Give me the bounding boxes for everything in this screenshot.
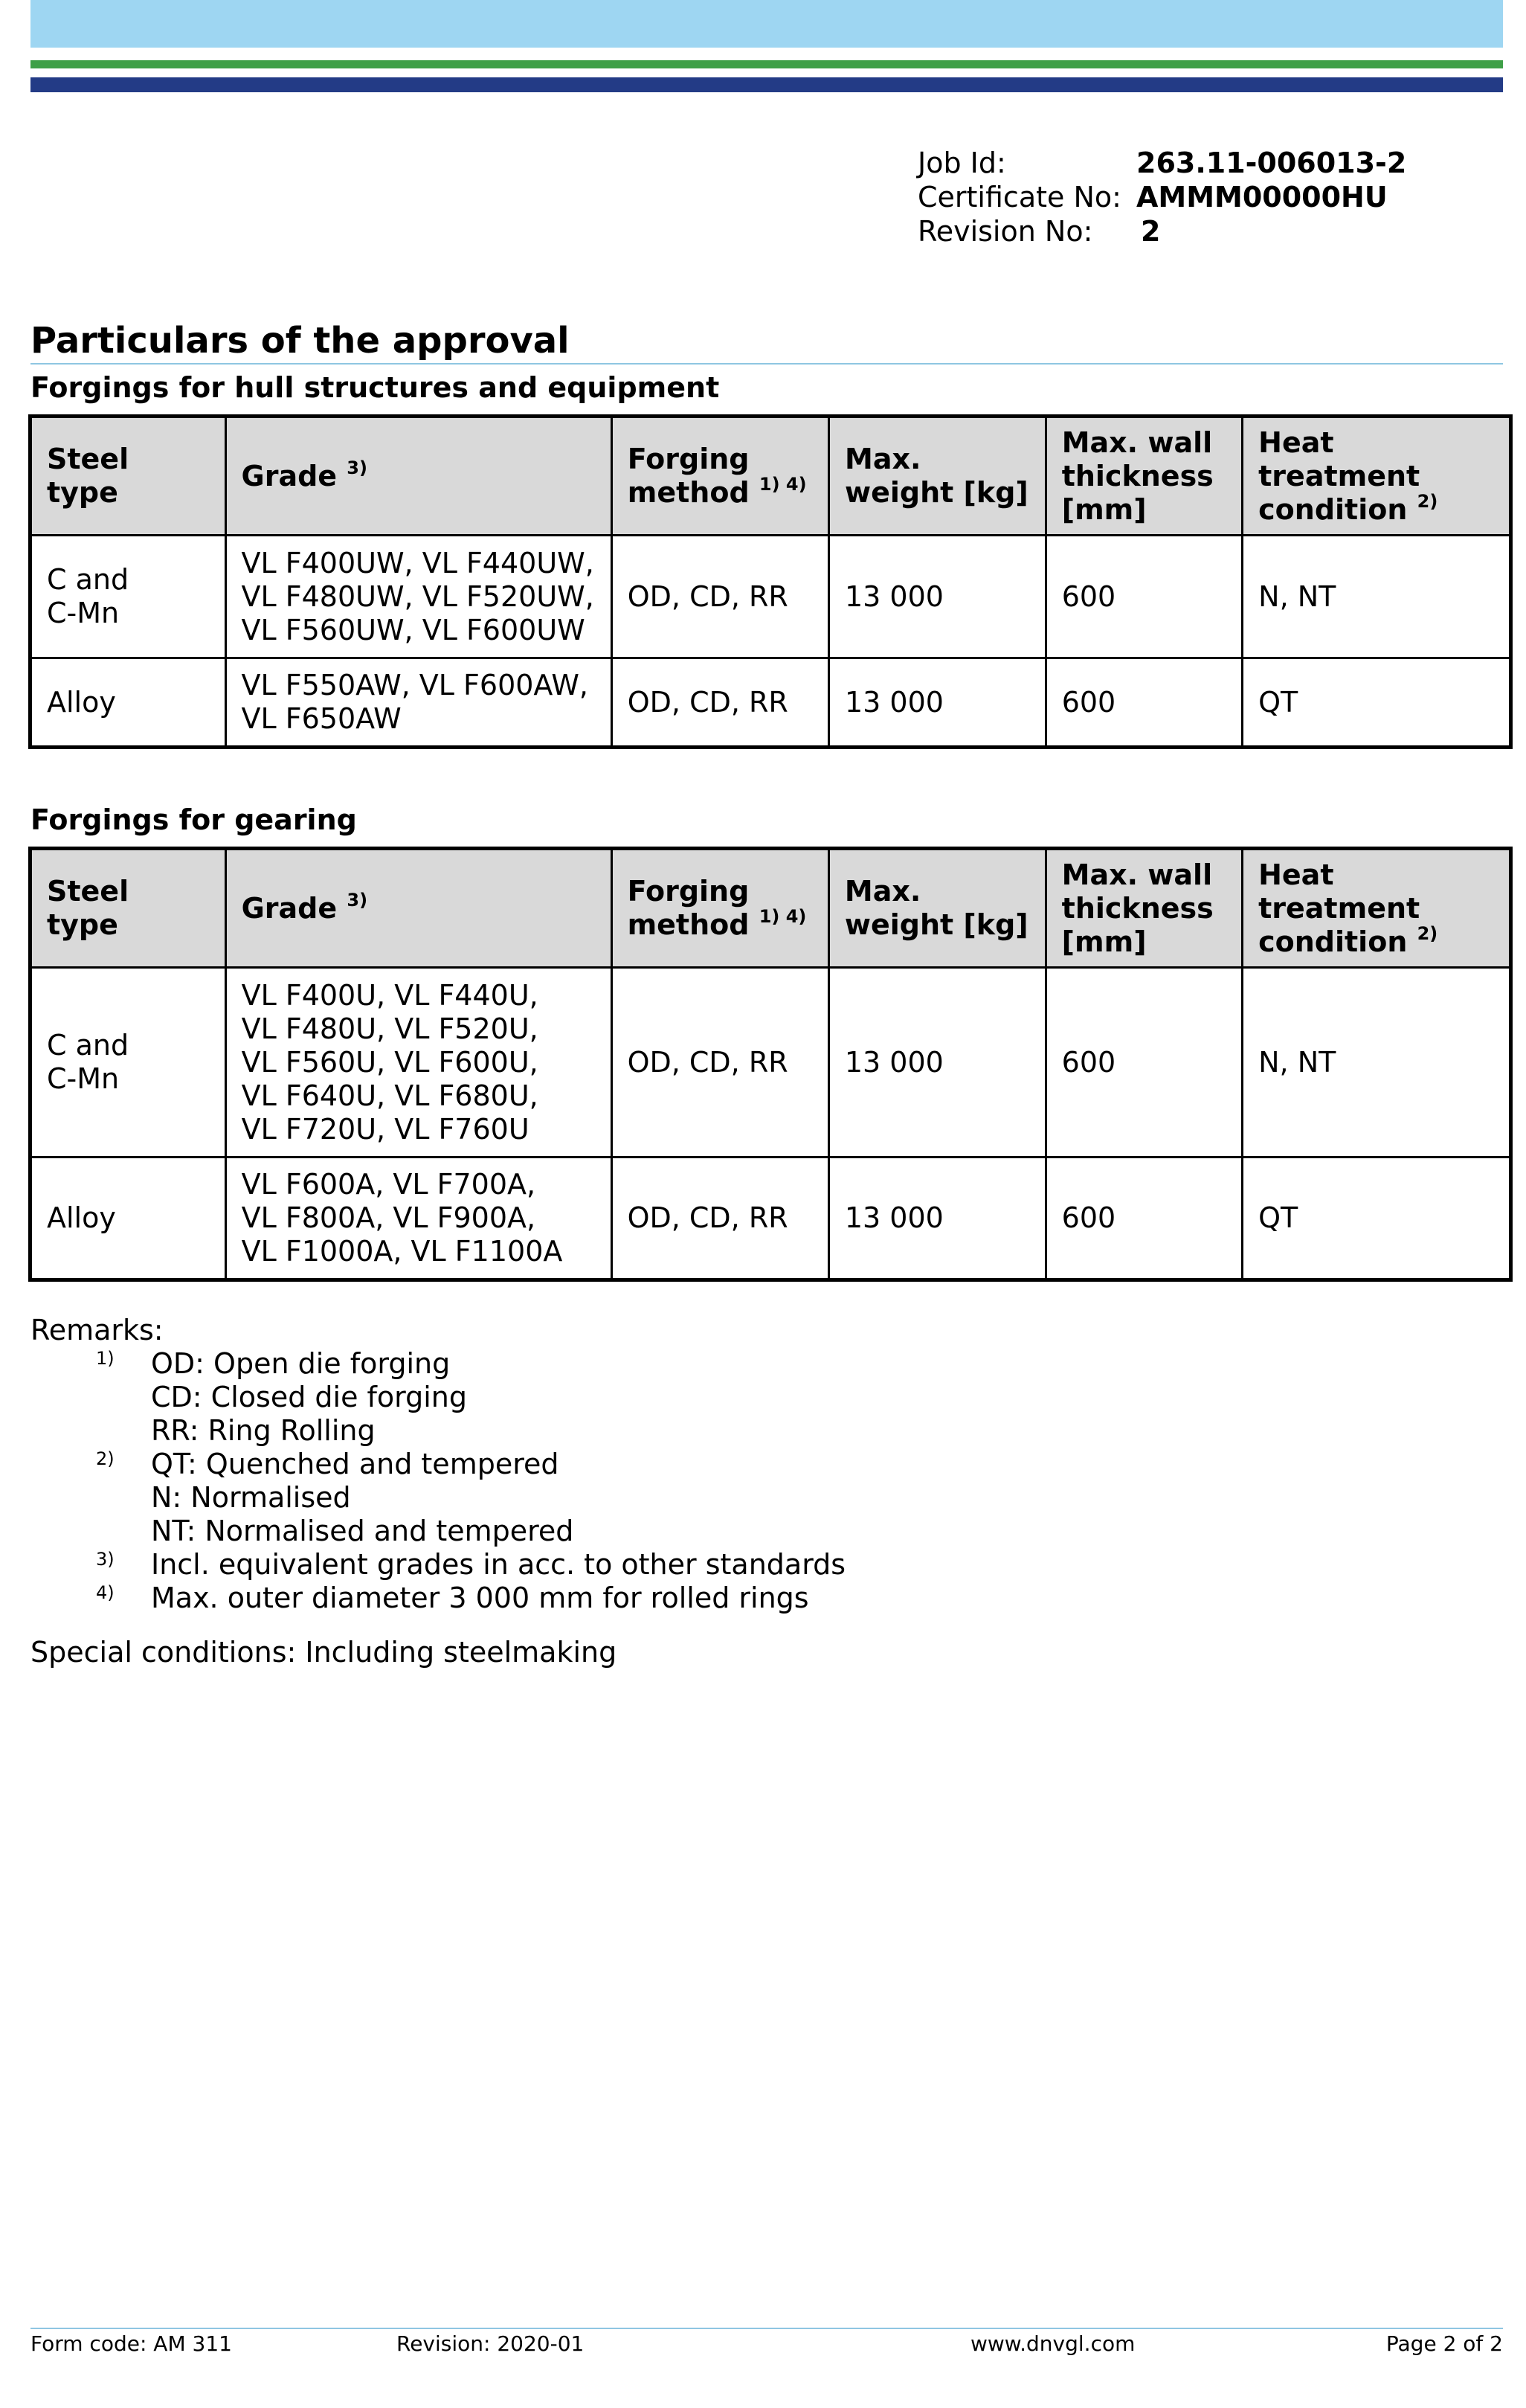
cell-line: VL F480UW, VL F520UW,	[241, 579, 594, 613]
title-rule	[30, 363, 1503, 365]
method-cell: OD, CD, RR	[611, 536, 828, 658]
col-steel-type	[30, 849, 226, 968]
footnote-ref: 1) 4)	[759, 474, 807, 495]
remark-number: 1)	[96, 1348, 115, 1369]
heat-treatment-cell: QT	[1243, 658, 1511, 748]
remark-lines	[151, 1347, 467, 1448]
header-text: [mm]	[1061, 925, 1147, 958]
weight-cell: 13 000	[828, 1158, 1046, 1280]
steel-type-cell	[30, 1158, 226, 1280]
weight-cell: 13 000	[829, 536, 1046, 658]
cell-line: VL F640U, VL F680U,	[241, 1079, 538, 1112]
col-max-thickness	[1046, 849, 1242, 968]
header-text: [mm]	[1061, 492, 1147, 526]
header-text: condition	[1258, 925, 1408, 958]
gearing-forgings-table	[28, 847, 1513, 1282]
remark-item	[30, 1582, 846, 1615]
cell-line: VL F720U, VL F760U	[241, 1112, 529, 1146]
col-forging-method	[611, 417, 828, 536]
grade-cell	[225, 536, 611, 658]
cell-line: C-Mn	[47, 597, 120, 629]
header-text: Grade	[241, 891, 338, 925]
job-id: 263.11-006013-2	[1136, 147, 1407, 179]
steel-type-cell	[30, 536, 226, 658]
header-text: Max.	[845, 443, 921, 475]
col-heat-treatment	[1243, 849, 1511, 968]
cell-line: VL F400U, VL F440U,	[241, 978, 538, 1012]
remark-line: Max. outer diameter 3 000 mm for rolled rings	[151, 1582, 809, 1614]
cell-line: Alloy	[47, 1201, 116, 1234]
remark-item	[30, 1347, 846, 1448]
remarks-label: Remarks:	[30, 1314, 164, 1346]
footnote-ref: 3)	[347, 889, 368, 911]
revision-label: Revision No:	[918, 215, 1093, 248]
footnote-ref: 2)	[1417, 490, 1438, 512]
footnote-ref: 1) 4)	[759, 906, 807, 927]
header-text: thickness	[1061, 459, 1214, 492]
header-text: method	[627, 476, 750, 509]
remark-number: 2)	[96, 1448, 115, 1469]
footer-rule	[30, 2328, 1503, 2329]
remark-line: Incl. equivalent grades in acc. to other standards	[151, 1548, 846, 1581]
header-text: Forging	[627, 443, 750, 475]
col-max-thickness	[1046, 417, 1242, 536]
thickness-cell: 600	[1046, 536, 1242, 658]
steel-type-cell	[30, 658, 226, 748]
header-text: treatment	[1258, 891, 1420, 925]
col-grade	[225, 417, 611, 536]
special-conditions: Special conditions: Including steelmaking	[30, 1636, 617, 1669]
reference-block	[918, 146, 1406, 248]
heat-treatment-cell: N, NT	[1243, 968, 1511, 1158]
header-text: weight [kg]	[845, 476, 1028, 509]
footer-website[interactable]: www.dnvgl.com	[970, 2331, 1136, 2356]
col-heat-treatment	[1243, 417, 1511, 536]
heat-treatment-cell: N, NT	[1243, 536, 1511, 658]
col-steel-type	[30, 417, 226, 536]
header-band-navy	[30, 77, 1503, 92]
remark-line: CD: Closed die forging	[151, 1381, 467, 1413]
method-cell: OD, CD, RR	[611, 658, 828, 748]
header-band-green	[30, 60, 1503, 68]
thickness-cell: 600	[1046, 658, 1242, 748]
cell-line: C and	[47, 563, 129, 596]
col-max-weight	[829, 417, 1046, 536]
heat-treatment-cell: QT	[1243, 1158, 1511, 1280]
remarks	[30, 1314, 846, 1615]
certificate-label: Certificate No:	[918, 181, 1121, 213]
header-text: method	[627, 908, 750, 941]
remark-line: N: Normalised	[151, 1481, 351, 1514]
header-text: Heat	[1258, 858, 1334, 891]
remark-line: OD: Open die forging	[151, 1347, 451, 1380]
header-text: Grade	[241, 459, 338, 492]
remark-line: QT: Quenched and tempered	[151, 1448, 559, 1480]
table-row	[30, 1158, 1511, 1280]
table-title-gearing: Forgings for gearing	[30, 803, 357, 836]
remark-item	[30, 1548, 846, 1582]
cell-line: VL F480U, VL F520U,	[241, 1012, 538, 1045]
page-title: Particulars of the approval	[30, 320, 570, 362]
footer-form-code: Form code: AM 311	[30, 2331, 232, 2356]
remark-lines	[151, 1448, 573, 1548]
header-text: Forging	[627, 875, 750, 908]
cell-line: VL F600A, VL F700A,	[241, 1168, 536, 1201]
cell-line: VL F400UW, VL F440UW,	[241, 546, 594, 579]
header-text: Max. wall	[1061, 858, 1213, 891]
header-text: condition	[1258, 492, 1408, 526]
header-text: Steel type	[47, 875, 129, 941]
remark-lines	[151, 1548, 846, 1582]
revision-no: 2	[1141, 215, 1161, 248]
col-forging-method	[611, 849, 828, 968]
table-row	[30, 536, 1511, 658]
weight-cell: 13 000	[829, 658, 1046, 748]
thickness-cell: 600	[1046, 1158, 1242, 1280]
footer-page: Page 2 of 2	[1385, 2331, 1503, 2356]
header-text: Steel type	[47, 443, 129, 509]
hull-forgings-table	[28, 414, 1513, 749]
table-row	[30, 658, 1511, 748]
table-row	[30, 968, 1511, 1158]
table-title-hull: Forgings for hull structures and equipment	[30, 371, 720, 404]
cell-line: Alloy	[47, 685, 116, 719]
header-text: treatment	[1258, 459, 1420, 492]
grade-cell	[225, 968, 611, 1158]
method-cell: OD, CD, RR	[611, 1158, 828, 1280]
cell-line: VL F560UW, VL F600UW	[241, 613, 585, 646]
remark-number: 4)	[96, 1582, 115, 1603]
header-text: Max.	[844, 875, 921, 908]
header-text: Heat	[1258, 426, 1334, 459]
footer-revision: Revision: 2020-01	[396, 2331, 585, 2356]
header-text: thickness	[1061, 891, 1214, 925]
certificate-no: AMMM00000HU	[1136, 181, 1388, 213]
footnote-ref: 2)	[1417, 922, 1438, 944]
col-max-weight	[828, 849, 1046, 968]
remark-item	[30, 1448, 846, 1548]
cell-line: VL F1000A, VL F1100A	[241, 1235, 563, 1268]
remark-lines	[151, 1582, 809, 1615]
cell-line: VL F800A, VL F900A,	[241, 1201, 536, 1234]
header-band-light	[30, 0, 1503, 48]
col-grade	[225, 849, 611, 968]
cell-line: VL F560U, VL F600U,	[241, 1045, 538, 1079]
header-text: weight [kg]	[844, 908, 1028, 941]
weight-cell: 13 000	[828, 968, 1046, 1158]
footnote-ref: 3)	[347, 457, 367, 478]
remarks-list	[30, 1347, 846, 1615]
cell-line: VL F650AW	[241, 702, 402, 735]
cell-line: C and	[47, 1029, 129, 1062]
remark-line: NT: Normalised and tempered	[151, 1515, 574, 1547]
grade-cell	[225, 658, 611, 748]
grade-cell	[225, 1158, 611, 1280]
remark-number: 3)	[96, 1549, 115, 1570]
steel-type-cell	[30, 968, 226, 1158]
cell-line: C-Mn	[47, 1062, 120, 1095]
thickness-cell: 600	[1046, 968, 1242, 1158]
method-cell: OD, CD, RR	[611, 968, 828, 1158]
remark-line: RR: Ring Rolling	[151, 1414, 376, 1447]
header-text: Max. wall	[1061, 426, 1213, 459]
cell-line: VL F550AW, VL F600AW,	[241, 669, 588, 701]
job-id-label: Job Id:	[918, 147, 1006, 179]
